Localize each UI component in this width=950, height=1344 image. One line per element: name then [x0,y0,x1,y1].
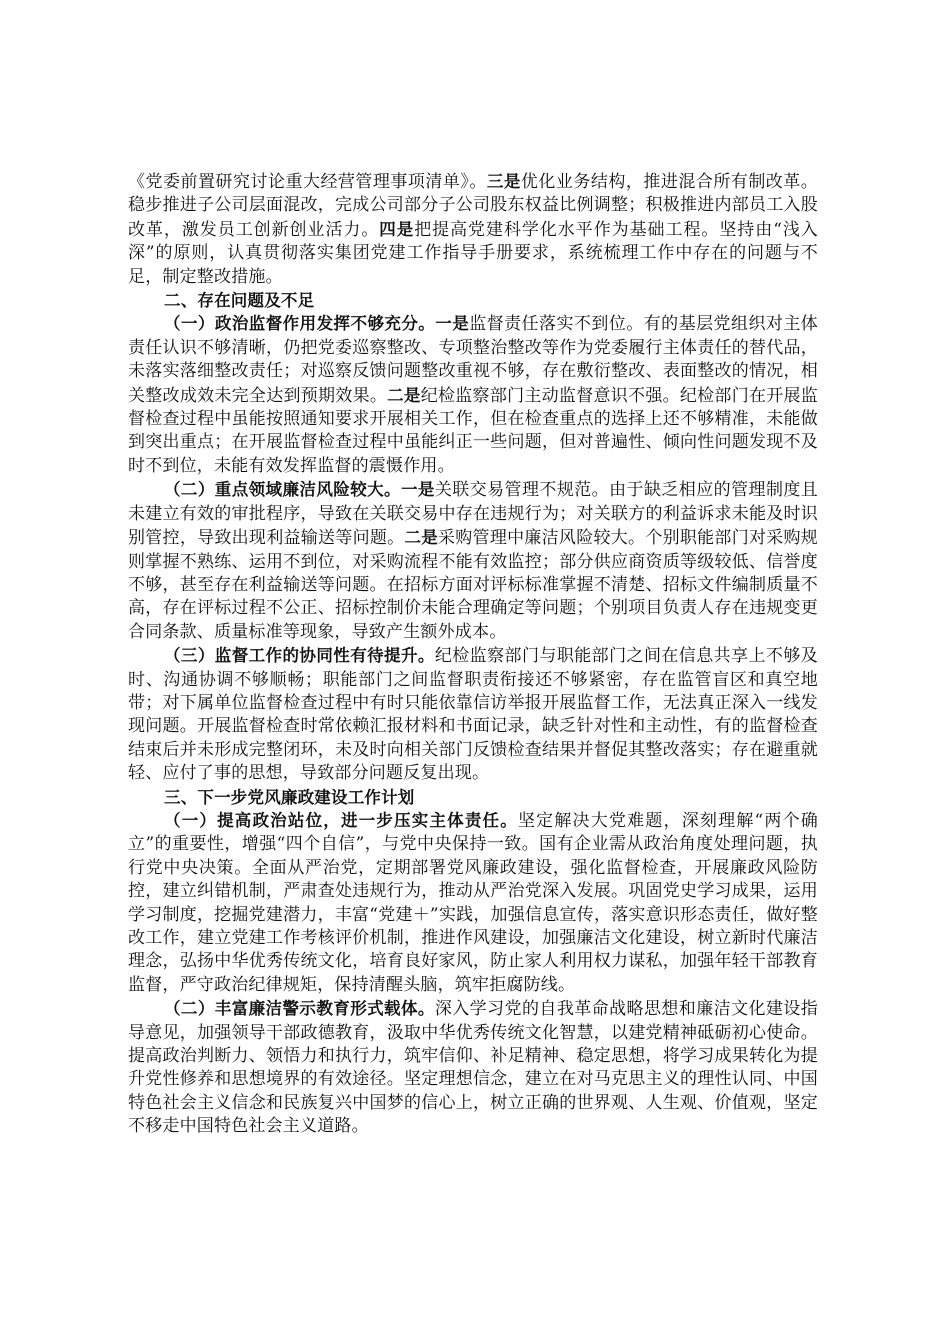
intro-bold-2: 四是 [379,219,415,239]
paragraph-1-bold-2: 二是 [387,385,421,405]
paragraph-3-title: （三）监督工作的协同性有待提升。 [164,646,435,666]
paragraph-4-text-1: 坚定解决大党难题，深刻理解“两个确立”的重要性，增强“四个自信”，与党中央保持一致。国有企业需从政治角度处理问题，执行党中央决策。全面从严治党，定期部署党风廉政建设，强化监督检查，开展廉政风险防控，建立纠错机制，严肃查处违规行为，推动从严治党深入发展。巩固党史学习成果，运用学习制度，挖掘党建潜力，丰富“党建＋”实践，加强信息宣传，落实意识形态责任，做好整改工作，建立党建工作考核评价机制，推进作风建设，加强廉洁文化建设，树立新时代廉洁理念，弘扬中华优秀传统文化，培育良好家风，防止家人利用权力谋私，加强年轻干部教育监督，严守政治纪律规矩，保持清醒头脑，筑牢拒腐防线。 [128,810,819,995]
section-heading-3: 三、下一步党风廉政建设工作计划 [164,787,415,807]
paragraph-5-text-1: 深入学习党的自我革命战略思想和廉洁文化建设指导意见，加强领导干部政德教育，汲取中华优秀传统文化智慧，以建党精神砥砺初心使命。提高政治判断力、领悟力和执行力，筑牢信仰、补足精神、稳定思想，将学习成果转化为提升党性修养和思想境界的有效途径。坚定理想信念，建立在对马克思主义的理性认同、中国特色社会主义信念和民族复兴中国梦的信心上，树立正确的世界观、人生观、价值观，坚定不移走中国特色社会主义道路。 [128,999,818,1137]
paragraph-2 [128,478,818,644]
paragraph-1-bold-1: 一是 [435,314,470,334]
paragraph-2-bold-1: 一是 [400,480,435,500]
paragraph-5 [128,997,818,1138]
paragraph-1 [128,312,818,478]
paragraph-2-title: （二）重点领域廉洁风险较大。 [164,480,401,500]
paragraph-1-title: （一）政治监督作用发挥不够充分。 [164,314,436,334]
intro-bold-1: 三是 [486,172,521,191]
paragraph-1-text-1: 监督责任落实不到位。有的基层党组织对主体责任认识不够清晰，仍把党委巡察整改、专项整治整改等作为党委履行主体责任的替代品，未落实落细整改责任；对巡察反馈问题整改重视不够，存在敷衍整改、表面整改的情况，相关整改成效未完全达到预期效果。 [128,314,819,406]
intro-text-3: 把提高党建科学化水平作为基础工程。坚持由“浅入深”的原则，认真贯彻落实集团党建工作指导手册要求，系统梳理工作中存在的问题与不足，制定整改措施。 [128,219,818,287]
section-heading-2: 二、存在问题及不足 [164,291,315,311]
paragraph-2-bold-2: 二是 [404,528,438,548]
paragraph-2-text-1: 关联交易管理不规范。由于缺乏相应的管理制度且未建立有效的审批程序，导致在关联交易中存在违规行为；对关联方的利益诉求未能及时识别管控，导致出现利益输送等问题。 [128,480,818,549]
intro-text-1: 《党委前置研究讨论重大经营管理事项清单》。 [128,172,487,192]
paragraph-3 [128,644,818,785]
paragraph-2-text-2: 采购管理中廉洁风险较大。个别职能部门对采购规则掌握不熟练、运用不到位，对采购流程不能有效监控；部分供应商资质等级较低、信誉度不够，甚至存在利益输送等问题。在招标方面对评标标准掌握不清楚、招标文件编制质量不高，存在评标过程不公正、招标控制价未能合理确定等问题；个别项目负责人存在违规变更合同条款、质量标准等现象，导致产生额外成本。 [128,528,819,642]
intro-text-2: 优化业务结构，推进混合所有制改革。稳步推进子公司层面混改，完成公司部分子公司股东权益比例调整；积极推进内部员工入股改革，激发员工创新创业活力。 [128,172,819,240]
paragraph-3-text-1: 纪检监察部门与职能部门之间在信息共享上不够及时、沟通协调不够顺畅；职能部门之间监督职责衔接还不够紧密，存在监管盲区和真空地带；对下属单位监督检查过程中有时只能依靠信访举报开展监督工作，无法真正深入一线发现问题。开展监督检查时常依赖汇报材料和书面记录，缺乏针对性和主动性，有的监督检查结束后并未形成完整闭环，未及时向相关部门反馈检查结果并督促其整改落实；存在避重就轻、应付了事的思想，导致部分问题反复出现。 [128,646,818,784]
paragraph-4 [128,809,818,997]
document-page [128,170,818,1139]
paragraph-1-text-2: 纪检监察部门主动监督意识不强。纪检部门在开展监督检查过程中虽能按照通知要求开展相关工作，但在检查重点的选择上还不够精准，未能做到突出重点；在开展监督检查过程中虽能纠正一些问题，但对普遍性、倾向性问题发现不及时不到位，未能有效发挥监督的震慑作用。 [128,385,819,476]
paragraph-5-title: （二）丰富廉洁警示教育形式载体。 [164,999,435,1019]
paragraph-4-title: （一）提高政治站位，进一步压实主体责任。 [164,810,518,830]
intro-paragraph [128,170,818,289]
